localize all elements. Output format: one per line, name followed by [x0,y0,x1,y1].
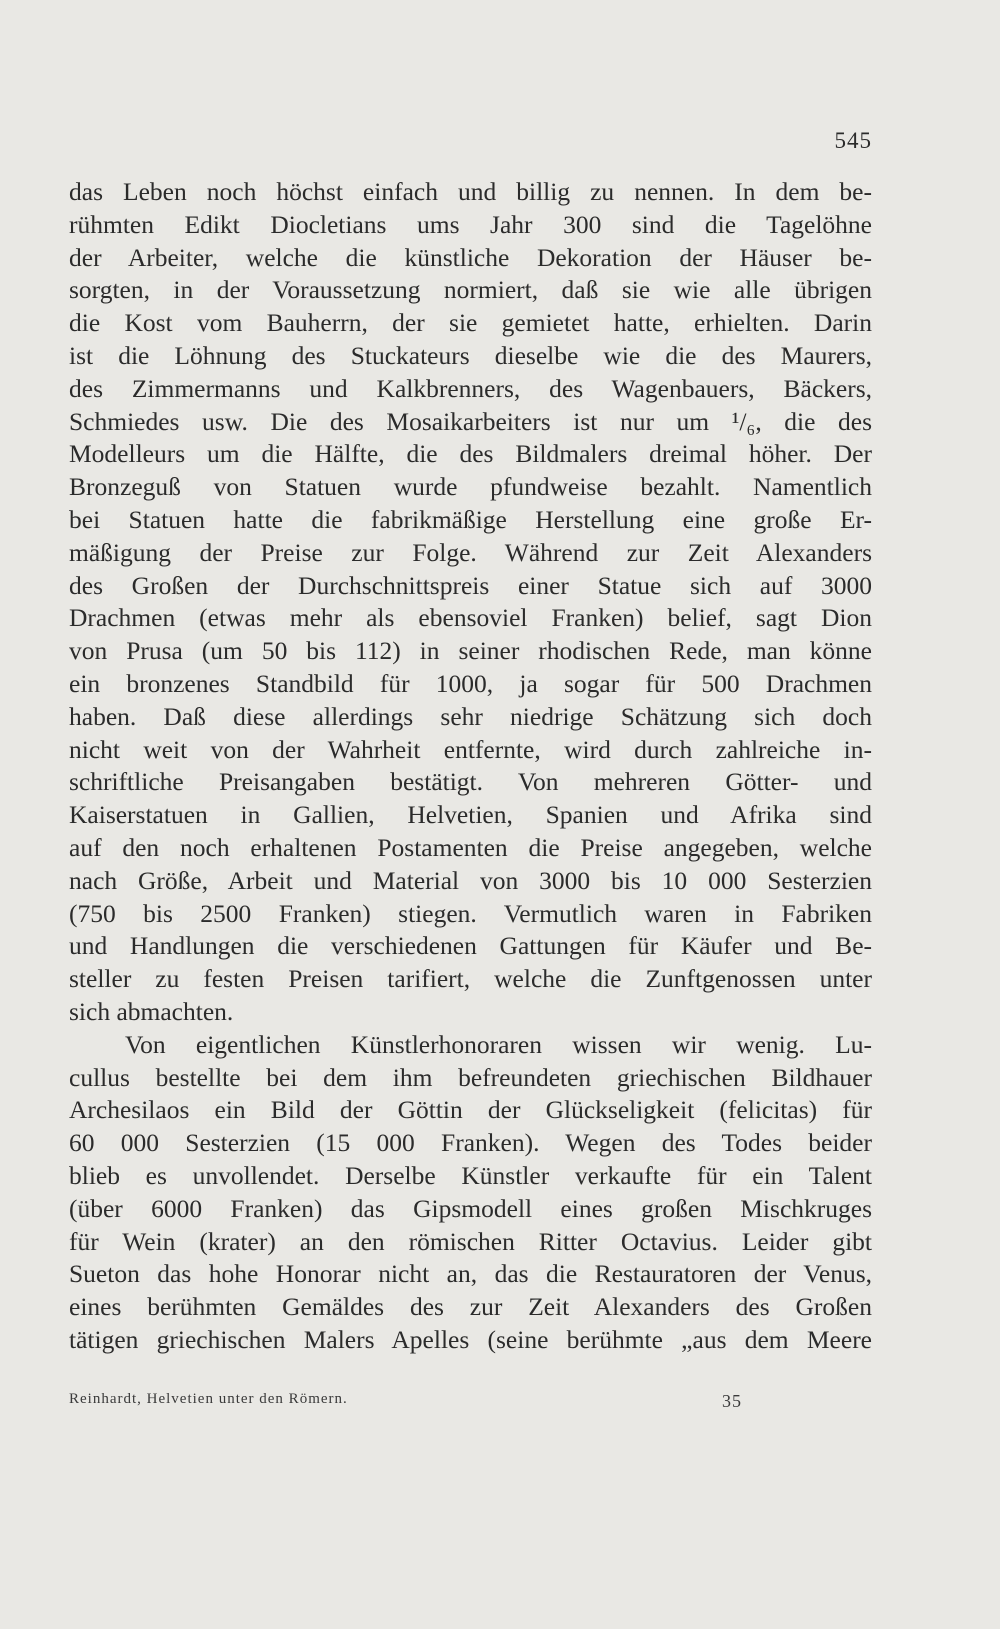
text-line: Bronzeguß von Statuen wurde pfundweise bezahlt. Namentlich [69,472,872,502]
text-line: die Kost vom Bauherrn, der sie gemietet hatte, erhielten. Darin [69,308,872,338]
text-line: steller zu festen Preisen tarifiert, welche die Zunftgenossen unter [69,964,872,994]
text-line: bei Statuen hatte die fabrikmäßige Herstellung eine große Er- [69,504,872,534]
text-line: schriftliche Preisangaben bestätigt. Von mehreren Götter- und [69,767,872,797]
text-line: mäßigung der Preise zur Folge. Während zur Zeit Alexanders [69,537,872,567]
text-line: Sueton das hohe Honorar nicht an, das die Restauratoren der Venus, [69,1259,872,1289]
text-line: Kaiserstatuen in Gallien, Helvetien, Spanien und Afrika sind [69,800,872,830]
text-line: Archesilaos ein Bild der Göttin der Glückseligkeit (felicitas) für [69,1095,872,1125]
text-line: tätigen griechischen Malers Apelles (seine berühmte „aus dem Meere [69,1324,872,1354]
text-line: eines berühmten Gemäldes des zur Zeit Alexanders des Großen [69,1292,872,1322]
text-line: des Zimmermanns und Kalkbrenners, des Wagenbauers, Bäckers, [69,373,872,403]
text-line: auf den noch erhaltenen Postamenten die Preise angegeben, welche [69,832,872,862]
text-line: (über 6000 Franken) das Gipsmodell eines großen Mischkruges [69,1193,872,1223]
text-line: ein bronzenes Standbild für 1000, ja sogar für 500 Drachmen [69,668,872,698]
text-line: der Arbeiter, welche die künstliche Dekoration der Häuser be- [69,242,872,272]
text-line: ist die Löhnung des Stuckateurs dieselbe wie die des Maurers, [69,340,872,370]
text-line: Von eigentlichen Künstlerhonoraren wissen wir wenig. Lu- [125,1029,872,1059]
text-line: Schmiedes usw. Die des Mosaikarbeiters ist nur um ¹/₆, die des [69,406,872,436]
text-line: 60 000 Sesterzien (15 000 Franken). Wegen des Todes beider [69,1128,872,1158]
text-line: Modelleurs um die Hälfte, die des Bildmalers dreimal höher. Der [69,439,872,469]
text-line: für Wein (krater) an den römischen Ritter Octavius. Leider gibt [69,1226,872,1256]
footer-signature: Reinhardt, Helvetien unter den Römern. [69,1391,348,1407]
text-line: und Handlungen die verschiedenen Gattungen für Käufer und Be- [69,931,872,961]
text-line: cullus bestellte bei dem ihm befreundeten griechischen Bildhauer [69,1062,872,1092]
text-line: nach Größe, Arbeit und Material von 3000 bis 10 000 Sesterzien [69,865,872,895]
body-text [69,176,872,1357]
text-line: des Großen der Durchschnittspreis einer Statue sich auf 3000 [69,570,872,600]
text-line: das Leben noch höchst einfach und billig zu nennen. In dem be- [69,177,872,206]
text-line: nicht weit von der Wahrheit entfernte, wird durch zahlreiche in- [69,734,872,764]
footer-sheet-number: 35 [722,1391,742,1411]
text-line: sich abmachten. [69,996,234,1026]
text-line: von Prusa (um 50 bis 112) in seiner rhodischen Rede, man könne [69,636,872,666]
text-line: rühmten Edikt Diocletians ums Jahr 300 sind die Tagelöhne [69,209,872,239]
text-line: sorgten, in der Voraussetzung normiert, daß sie wie alle übrigen [69,275,872,305]
text-line: (750 bis 2500 Franken) stiegen. Vermutlich waren in Fabriken [69,898,872,928]
page-number: 545 [834,128,872,153]
text-line: haben. Daß diese allerdings sehr niedrige Schätzung sich doch [69,701,872,731]
text-line: blieb es unvollendet. Derselbe Künstler verkaufte für ein Talent [69,1160,872,1190]
text-line: Drachmen (etwas mehr als ebensoviel Franken) belief, sagt Dion [69,603,872,633]
